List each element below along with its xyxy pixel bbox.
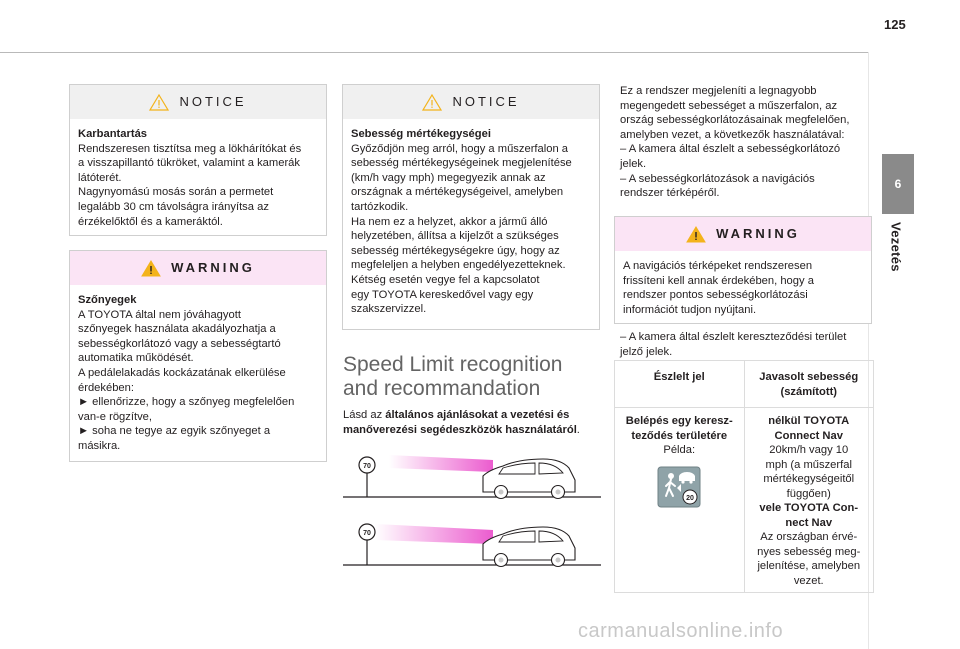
cell-line: Belépés egy keresz-: [625, 415, 733, 427]
notice-label: NOTICE: [452, 93, 520, 109]
notice-line: országnak a mértékegységeivel, amelyben: [351, 186, 564, 199]
warning-line: A pedálelakadás kockázatának elkerülése: [78, 366, 286, 379]
cell-line: nyes sebesség meg-: [757, 545, 861, 558]
cell-line: nect Nav: [785, 516, 833, 529]
notice-line: Rendszeresen tisztítsa meg a lökhárítókat és: [78, 142, 302, 155]
intro-text: .: [576, 423, 580, 436]
speed-sign-camera-illustration: [343, 446, 601, 502]
watermark: carmanualsonline.info: [578, 620, 784, 642]
warning-box-navigation: [614, 216, 872, 324]
body-line: – A kamera által észlelt a sebességkorlátozó: [620, 143, 841, 156]
warning-header: [70, 251, 326, 285]
warning-line: szőnyegek használata akadályozhatja a: [78, 323, 276, 336]
section-heading: [343, 353, 603, 401]
body-line: rendszer térképéről.: [620, 187, 720, 200]
caution-triangle-icon: [422, 94, 442, 111]
warning-label: WARNING: [171, 259, 255, 275]
notice-line: látóterét.: [78, 171, 122, 184]
section-intro: [343, 408, 605, 437]
warning-line: érdekében:: [78, 381, 134, 394]
body-line: Ez a rendszer megjeleníti a legnagyobb: [620, 85, 817, 97]
notice-line: érzékelőktől és a kameráktól.: [78, 215, 223, 228]
notice-box-speed-units: [342, 84, 600, 330]
warning-line: sebességkorlátozó vagy a sebességtartó: [78, 337, 281, 350]
table-header-suggested-speed: [744, 361, 874, 408]
intro-line-1: [343, 408, 605, 423]
notice-line: helyzetében, állítsa a kijelzőt a szükséges: [351, 230, 559, 243]
cell-line: Példa:: [663, 444, 696, 456]
intro-link-text: manőverezési segédeszközök használatáról: [343, 423, 577, 436]
body-line: – A kamera által észlelt kereszteződési terület: [620, 331, 847, 343]
table-header-detected-sign: Észlelt jel: [615, 361, 745, 408]
warning-header: [615, 217, 871, 251]
body-line: – A sebességkorlátozások a navigációs: [620, 172, 815, 185]
warning-line: frissíteni kell annak érdekében, hogy a: [623, 274, 814, 287]
warning-line: A navigációs térképeket rendszeresen: [623, 260, 813, 272]
warning-box-mats: [69, 250, 327, 462]
table-header-row: [615, 361, 874, 408]
table-cell-speed: [744, 408, 874, 593]
chapter-title: Vezetés: [888, 222, 904, 272]
speed-sign-camera-illustration: [343, 510, 601, 570]
intro-text: Lásd az: [343, 409, 386, 421]
warning-line: van-e rögzítve,: [78, 410, 152, 423]
notice-title: Sebesség mértékegységei: [351, 128, 491, 140]
heading-line: and recommandation: [343, 377, 541, 400]
sign-table: [614, 360, 874, 593]
warning-body: [70, 285, 326, 462]
body-line: jelek.: [620, 157, 647, 170]
notice-line: szakszervizzel.: [351, 303, 427, 316]
intersection-zone-sign-icon: [657, 466, 701, 508]
notice-line: egy TOYOTA kereskedővel vagy egy: [351, 288, 534, 301]
top-rule: [0, 52, 868, 53]
warning-line: másikra.: [78, 439, 121, 452]
header-line: (számított): [780, 385, 838, 398]
caution-triangle-icon: [149, 94, 169, 111]
cell-line: teződés területére: [631, 429, 728, 442]
page-number: 125: [884, 17, 906, 32]
notice-line: Ha nem ez a helyzet, akkor a jármű álló: [351, 215, 548, 228]
notice-line: tartózkodik.: [351, 200, 409, 213]
warning-line: információt tudjon nyújtani.: [623, 303, 757, 316]
chapter-tab[interactable]: 6: [882, 154, 914, 214]
warning-line: ► ellenőrizze, hogy a szőnyeg megfelelően: [78, 396, 295, 409]
cell-line: vele TOYOTA Con-: [759, 502, 859, 514]
notice-line: Nagynyomású mosás során a permetet: [78, 186, 274, 199]
body-text-after: [620, 330, 880, 359]
notice-body: [343, 119, 599, 325]
notice-line: Kétség esetén vegye fel a kapcsolatot: [351, 273, 540, 286]
notice-header: [343, 85, 599, 119]
cell-line: nélkül TOYOTA: [768, 415, 850, 427]
warning-body: [615, 251, 871, 325]
header-line: Javasolt sebesség: [759, 371, 859, 383]
heading-line: Speed Limit recognition: [343, 353, 563, 376]
notice-box-maintenance: [69, 84, 327, 236]
icon-label: 20: [686, 494, 695, 502]
table-cell-sign: [615, 408, 745, 593]
notice-label: NOTICE: [179, 93, 247, 109]
notice-line: sebesség mértékegységeinek megjelenítése: [351, 157, 572, 170]
warning-title: Szőnyegek: [78, 294, 137, 306]
body-line: jelző jelek.: [620, 345, 673, 358]
cell-line: 20km/h vagy 10: [769, 444, 849, 456]
warning-line: rendszer pontos sebességkorlátozási: [623, 289, 808, 302]
body-text: [620, 84, 880, 201]
table-row: [615, 408, 874, 593]
camera-beam: [389, 455, 493, 472]
notice-header: [70, 85, 326, 119]
camera-beam: [375, 524, 493, 544]
notice-line: a visszapillantó tükröket, valamint a kamerák: [78, 157, 300, 170]
intro-link-text: általános ajánlásokat a vezetési és: [385, 409, 570, 421]
body-line: megengedett sebességet a műszerfalon, az: [620, 99, 838, 112]
warning-line: A TOYOTA által nem jóváhagyott: [78, 308, 241, 321]
warning-line: ► soha ne tegye az egyik szőnyeget a: [78, 425, 271, 438]
notice-title: Karbantartás: [78, 128, 148, 140]
cell-line: jelenítése, amelyben: [757, 560, 861, 572]
warning-triangle-icon: [141, 260, 161, 277]
body-line: amelyben vezet, a következők használatával:: [620, 128, 845, 141]
notice-line: Győződjön meg arról, hogy a műszerfalon a: [351, 142, 569, 155]
cell-line: Az országban érvé-: [760, 531, 858, 543]
warning-label: WARNING: [716, 225, 800, 241]
body-line: ország sebességkorlátozásainak megfelelően,: [620, 114, 850, 127]
warning-triangle-icon: [686, 226, 706, 243]
notice-line: sebesség mértékegységekre úgy, hogy az: [351, 244, 560, 257]
notice-line: megfeleljen a helyben engedélyezetteknek.: [351, 259, 566, 272]
cell-line: mértékegységeitől: [763, 473, 855, 485]
notice-line: (km/h vagy mph) megegyezik annak az: [351, 171, 546, 184]
notice-line: legalább 30 cm távolságra irányítsa az: [78, 200, 269, 213]
cell-line: függően): [786, 487, 831, 500]
cell-line: Connect Nav: [774, 429, 843, 442]
sign-label: 70: [363, 463, 371, 470]
warning-line: automatika működését.: [78, 352, 194, 365]
sign-label: 70: [363, 530, 371, 537]
intro-line-2: [343, 423, 605, 438]
cell-line: vezet.: [793, 574, 824, 587]
cell-line: mph (a műszerfal: [765, 458, 852, 471]
notice-body: [70, 119, 326, 237]
